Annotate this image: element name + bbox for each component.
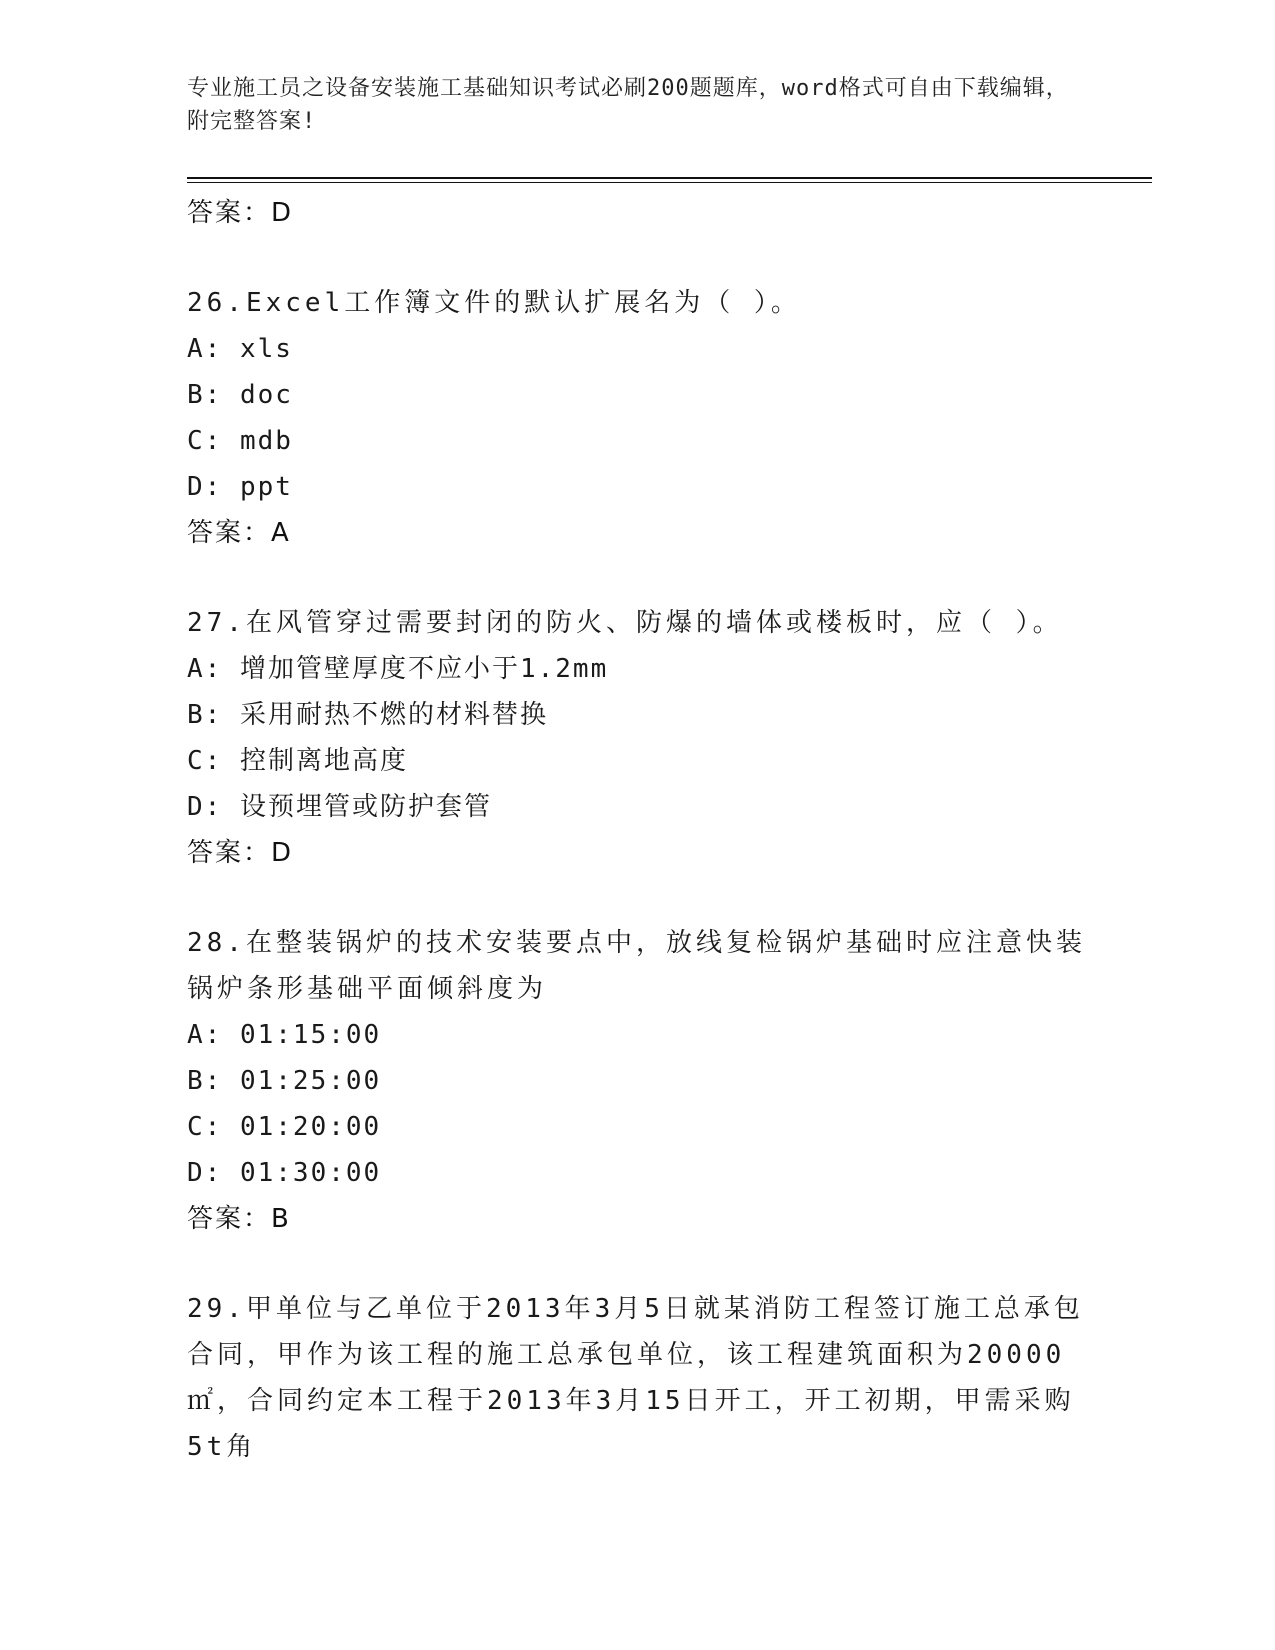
question-27	[187, 600, 1087, 876]
question-stem: 27.在风管穿过需要封闭的防火、防爆的墙体或楼板时，应（ ）。	[187, 608, 1063, 638]
question-stem: 26.Excel工作簿文件的默认扩展名为（ ）。	[187, 288, 801, 318]
question-28	[187, 920, 1087, 1242]
question-stem: 29.甲单位与乙单位于2013年3月5日就某消防工程签订施工总承包合同，甲作为该工程的施工总承包单位，该工程建筑面积为20000㎡，合同约定本工程于2013年3月15日开工，开工初期，甲需采购5t角	[187, 1294, 1084, 1462]
option-c: C: mdb	[187, 426, 293, 456]
option-d: D: 01:30:00	[187, 1158, 382, 1188]
header-rule-thick	[187, 177, 1152, 179]
answer: 答案：D	[187, 838, 294, 868]
option-c: C: 控制离地高度	[187, 746, 408, 776]
document-header: 专业施工员之设备安装施工基础知识考试必刷200题题库，word格式可自由下载编辑，附完整答案!	[187, 76, 1069, 134]
question-26	[187, 280, 1087, 556]
option-b: B: 采用耐热不燃的材料替换	[187, 700, 548, 730]
option-b: B: 01:25:00	[187, 1066, 382, 1096]
answer: 答案：A	[187, 518, 291, 548]
question-stem: 28.在整装锅炉的技术安装要点中，放线复检锅炉基础时应注意快装锅炉条形基础平面倾斜度为	[187, 928, 1086, 1004]
option-a: A: xls	[187, 334, 293, 364]
question-29	[187, 1286, 1087, 1470]
option-c: C: 01:20:00	[187, 1112, 382, 1142]
option-d: D: ppt	[187, 472, 293, 502]
answer: 答案：B	[187, 1204, 291, 1234]
option-a: A: 增加管壁厚度不应小于1.2mm	[187, 654, 609, 684]
option-b: B: doc	[187, 380, 293, 410]
previous-answer: 答案：D	[187, 198, 294, 228]
question-content	[187, 190, 1087, 1470]
option-d: D: 设预埋管或防护套管	[187, 792, 492, 822]
header-rule-thin	[187, 182, 1152, 183]
option-a: A: 01:15:00	[187, 1020, 382, 1050]
